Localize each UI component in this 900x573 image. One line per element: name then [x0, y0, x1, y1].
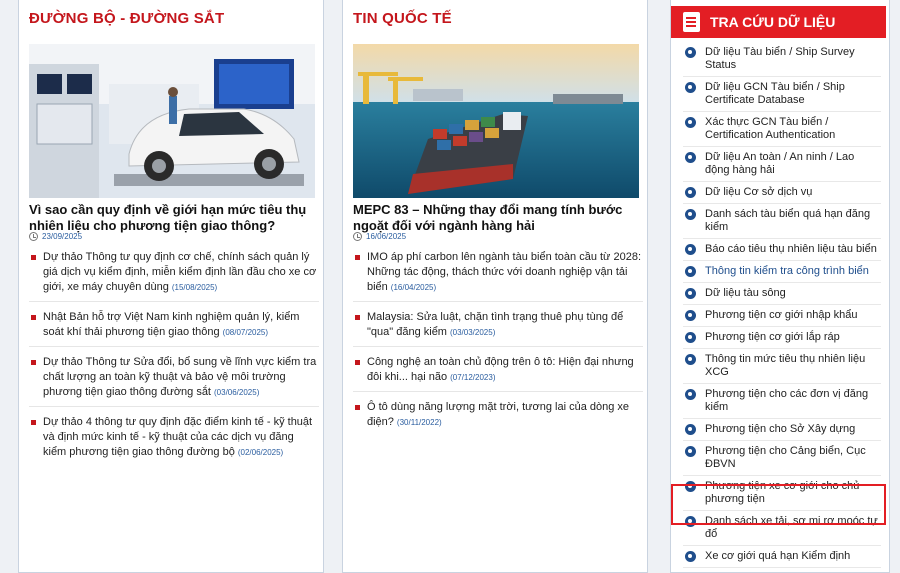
- news-date: (08/07/2025): [222, 328, 269, 337]
- bullet-icon: [31, 255, 36, 260]
- search-icon: [685, 117, 696, 128]
- search-icon: [685, 389, 696, 400]
- lookup-link[interactable]: [683, 327, 881, 349]
- lookup-link[interactable]: [683, 77, 881, 112]
- news-text: Dự thảo Thông tư quy định cơ chế, chính sách quản lý giá dịch vụ kiểm định, miễn kiểm định lần đầu cho xe cơ giới, xe máy chuyên dùng: [43, 251, 317, 293]
- news-item[interactable]: [29, 415, 319, 466]
- search-icon: [685, 288, 696, 299]
- panel-header: [671, 6, 886, 38]
- lookup-link[interactable]: [683, 112, 881, 147]
- lookup-label: Dữ liệu GCN Tàu biển / Ship Certificate Database: [705, 81, 845, 106]
- news-item[interactable]: [353, 355, 643, 392]
- headline-date: [353, 232, 406, 241]
- clock-icon: [29, 232, 38, 241]
- lookup-label: Phương tiện cơ giới nhập khẩu: [705, 309, 858, 321]
- headline[interactable]: MEPC 83 – Những thay đổi mang tính bước ngoặt đối với ngành hàng hải: [353, 202, 623, 233]
- news-text: Dự thảo Thông tư Sửa đổi, bổ sung về lĩnh vực kiểm tra chất lượng an toàn kỹ thuật và bảo vệ môi trường phương tiện giao thông đường sắt: [43, 356, 317, 398]
- lookup-label: Báo cáo tiêu thụ nhiên liệu tàu biển: [705, 243, 877, 255]
- section-title[interactable]: TIN QUỐC TẾ: [353, 10, 452, 27]
- headline-date: [29, 232, 82, 241]
- headline[interactable]: Vì sao cần quy định về giới hạn mức tiêu thụ nhiên liệu cho phương tiện giao thông?: [29, 202, 307, 233]
- international-news-section: [342, 0, 648, 573]
- search-icon: [685, 551, 696, 562]
- search-icon: [685, 244, 696, 255]
- lookup-link[interactable]: [683, 182, 881, 204]
- news-date: (03/03/2025): [449, 328, 496, 337]
- date-text: 16/06/2025: [366, 232, 407, 241]
- news-item[interactable]: [29, 250, 319, 302]
- clock-icon: [353, 232, 362, 241]
- search-icon: [685, 266, 696, 277]
- lookup-label: Dữ liệu Tàu biển / Ship Survey Status: [705, 46, 855, 71]
- lookup-label: Xác thực GCN Tàu biển / Certification Authentication: [705, 116, 836, 141]
- lookup-label: Thông tin mức tiêu thụ nhiên liệu XCG: [705, 353, 866, 378]
- bullet-icon: [31, 360, 36, 365]
- lookup-label: Phương tiện cơ giới lắp ráp: [705, 331, 840, 343]
- lookup-link[interactable]: [683, 204, 881, 239]
- lookup-link[interactable]: [683, 239, 881, 261]
- highlight-box: [671, 484, 886, 525]
- lookup-label: Phương tiện cho Cảng biển, Cục ĐBVN: [705, 445, 866, 470]
- lookup-label: Dữ liệu Cơ sở dịch vụ: [705, 186, 813, 198]
- bullet-icon: [355, 405, 360, 410]
- bullet-icon: [355, 360, 360, 365]
- news-list: [353, 250, 643, 444]
- bullet-icon: [31, 420, 36, 425]
- news-item[interactable]: [353, 250, 643, 302]
- hero-image[interactable]: [353, 44, 639, 198]
- news-date: (02/06/2025): [237, 448, 284, 457]
- news-date: (15/08/2025): [171, 283, 218, 292]
- hero-image[interactable]: [29, 44, 315, 198]
- news-item[interactable]: [29, 310, 319, 347]
- date-text: 23/09/2025: [42, 232, 83, 241]
- news-text: Nhật Bản hỗ trợ Việt Nam kinh nghiệm quản lý, kiểm soát khí thải phương tiện giao thông: [43, 311, 300, 338]
- lookup-label: Phương tiện cho Sở Xây dựng: [705, 423, 856, 435]
- news-item[interactable]: [29, 355, 319, 407]
- search-icon: [685, 332, 696, 343]
- lookup-label: Danh sách tàu biển quá hạn đăng kiểm: [705, 208, 871, 233]
- news-date: (30/11/2022): [396, 418, 442, 427]
- news-text: IMO áp phí carbon lên ngành tàu biển toàn cầu từ 2028: Những tác động, thách thức với doanh nghiệp vận tải biển: [367, 251, 642, 293]
- search-icon: [685, 354, 696, 365]
- lookup-link[interactable]: [683, 42, 881, 77]
- lookup-label: Dữ liệu An toàn / An ninh / Lao động hàng hải: [705, 151, 855, 176]
- news-list: [29, 250, 319, 474]
- search-icon: [685, 187, 696, 198]
- lookup-link[interactable]: [683, 546, 881, 568]
- lookup-label: Phương tiện cho các đơn vị đăng kiểm: [705, 388, 869, 413]
- news-text: Ô tô dùng năng lượng mặt trời, tương lai của dòng xe điện?: [367, 401, 630, 428]
- lookup-link[interactable]: [683, 384, 881, 419]
- lookup-link[interactable]: [683, 419, 881, 441]
- news-item[interactable]: [353, 400, 643, 436]
- panel-title: TRA CỨU DỮ LIỆU: [710, 14, 836, 30]
- lookup-label: Danh sách xe tải, sơ mi rơ moóc tự đổ: [705, 515, 878, 540]
- news-text: Malaysia: Sửa luật, chặn tình trạng thuê phụ tùng để "qua" đăng kiểm: [367, 311, 624, 338]
- lookup-link-active[interactable]: [683, 261, 881, 283]
- lookup-label: Xe cơ giới quá hạn Kiểm định: [705, 550, 851, 562]
- search-icon: [685, 310, 696, 321]
- document-search-icon: [683, 12, 700, 32]
- lookup-label: Dữ liệu tàu sông: [705, 287, 786, 299]
- search-icon: [685, 47, 696, 58]
- lookup-link[interactable]: [683, 349, 881, 384]
- bullet-icon: [355, 255, 360, 260]
- lookup-link[interactable]: [683, 283, 881, 305]
- search-icon: [685, 446, 696, 457]
- news-item[interactable]: [353, 310, 643, 347]
- lookup-link[interactable]: [683, 147, 881, 182]
- bullet-icon: [355, 315, 360, 320]
- news-date: (16/04/2025): [390, 283, 437, 292]
- news-text: Công nghệ an toàn chủ động trên ô tô: Hiện đại nhưng đôi khi... hại não: [367, 356, 634, 383]
- bullet-icon: [31, 315, 36, 320]
- lookup-link[interactable]: [683, 305, 881, 327]
- news-date: (03/06/2025): [214, 388, 260, 397]
- news-text: Dự thảo 4 thông tư quy định đặc điểm kinh tế - kỹ thuật và định mức kinh tế - kỹ thuật của các dịch vụ đăng kiểm phương tiện giao thông đường bộ: [43, 416, 313, 458]
- road-rail-section: [18, 0, 324, 573]
- search-icon: [685, 152, 696, 163]
- search-icon: [685, 82, 696, 93]
- section-title[interactable]: ĐƯỜNG BỘ - ĐƯỜNG SẮT: [29, 10, 225, 27]
- search-icon: [685, 424, 696, 435]
- lookup-label: Phương tiện xe cơ giới cho chủ phương tiện: [705, 480, 860, 505]
- lookup-label: Thông tin kiểm tra công trình biển: [705, 265, 869, 277]
- lookup-link[interactable]: [683, 441, 881, 476]
- news-date: (07/12/2023): [450, 373, 496, 382]
- search-icon: [685, 209, 696, 220]
